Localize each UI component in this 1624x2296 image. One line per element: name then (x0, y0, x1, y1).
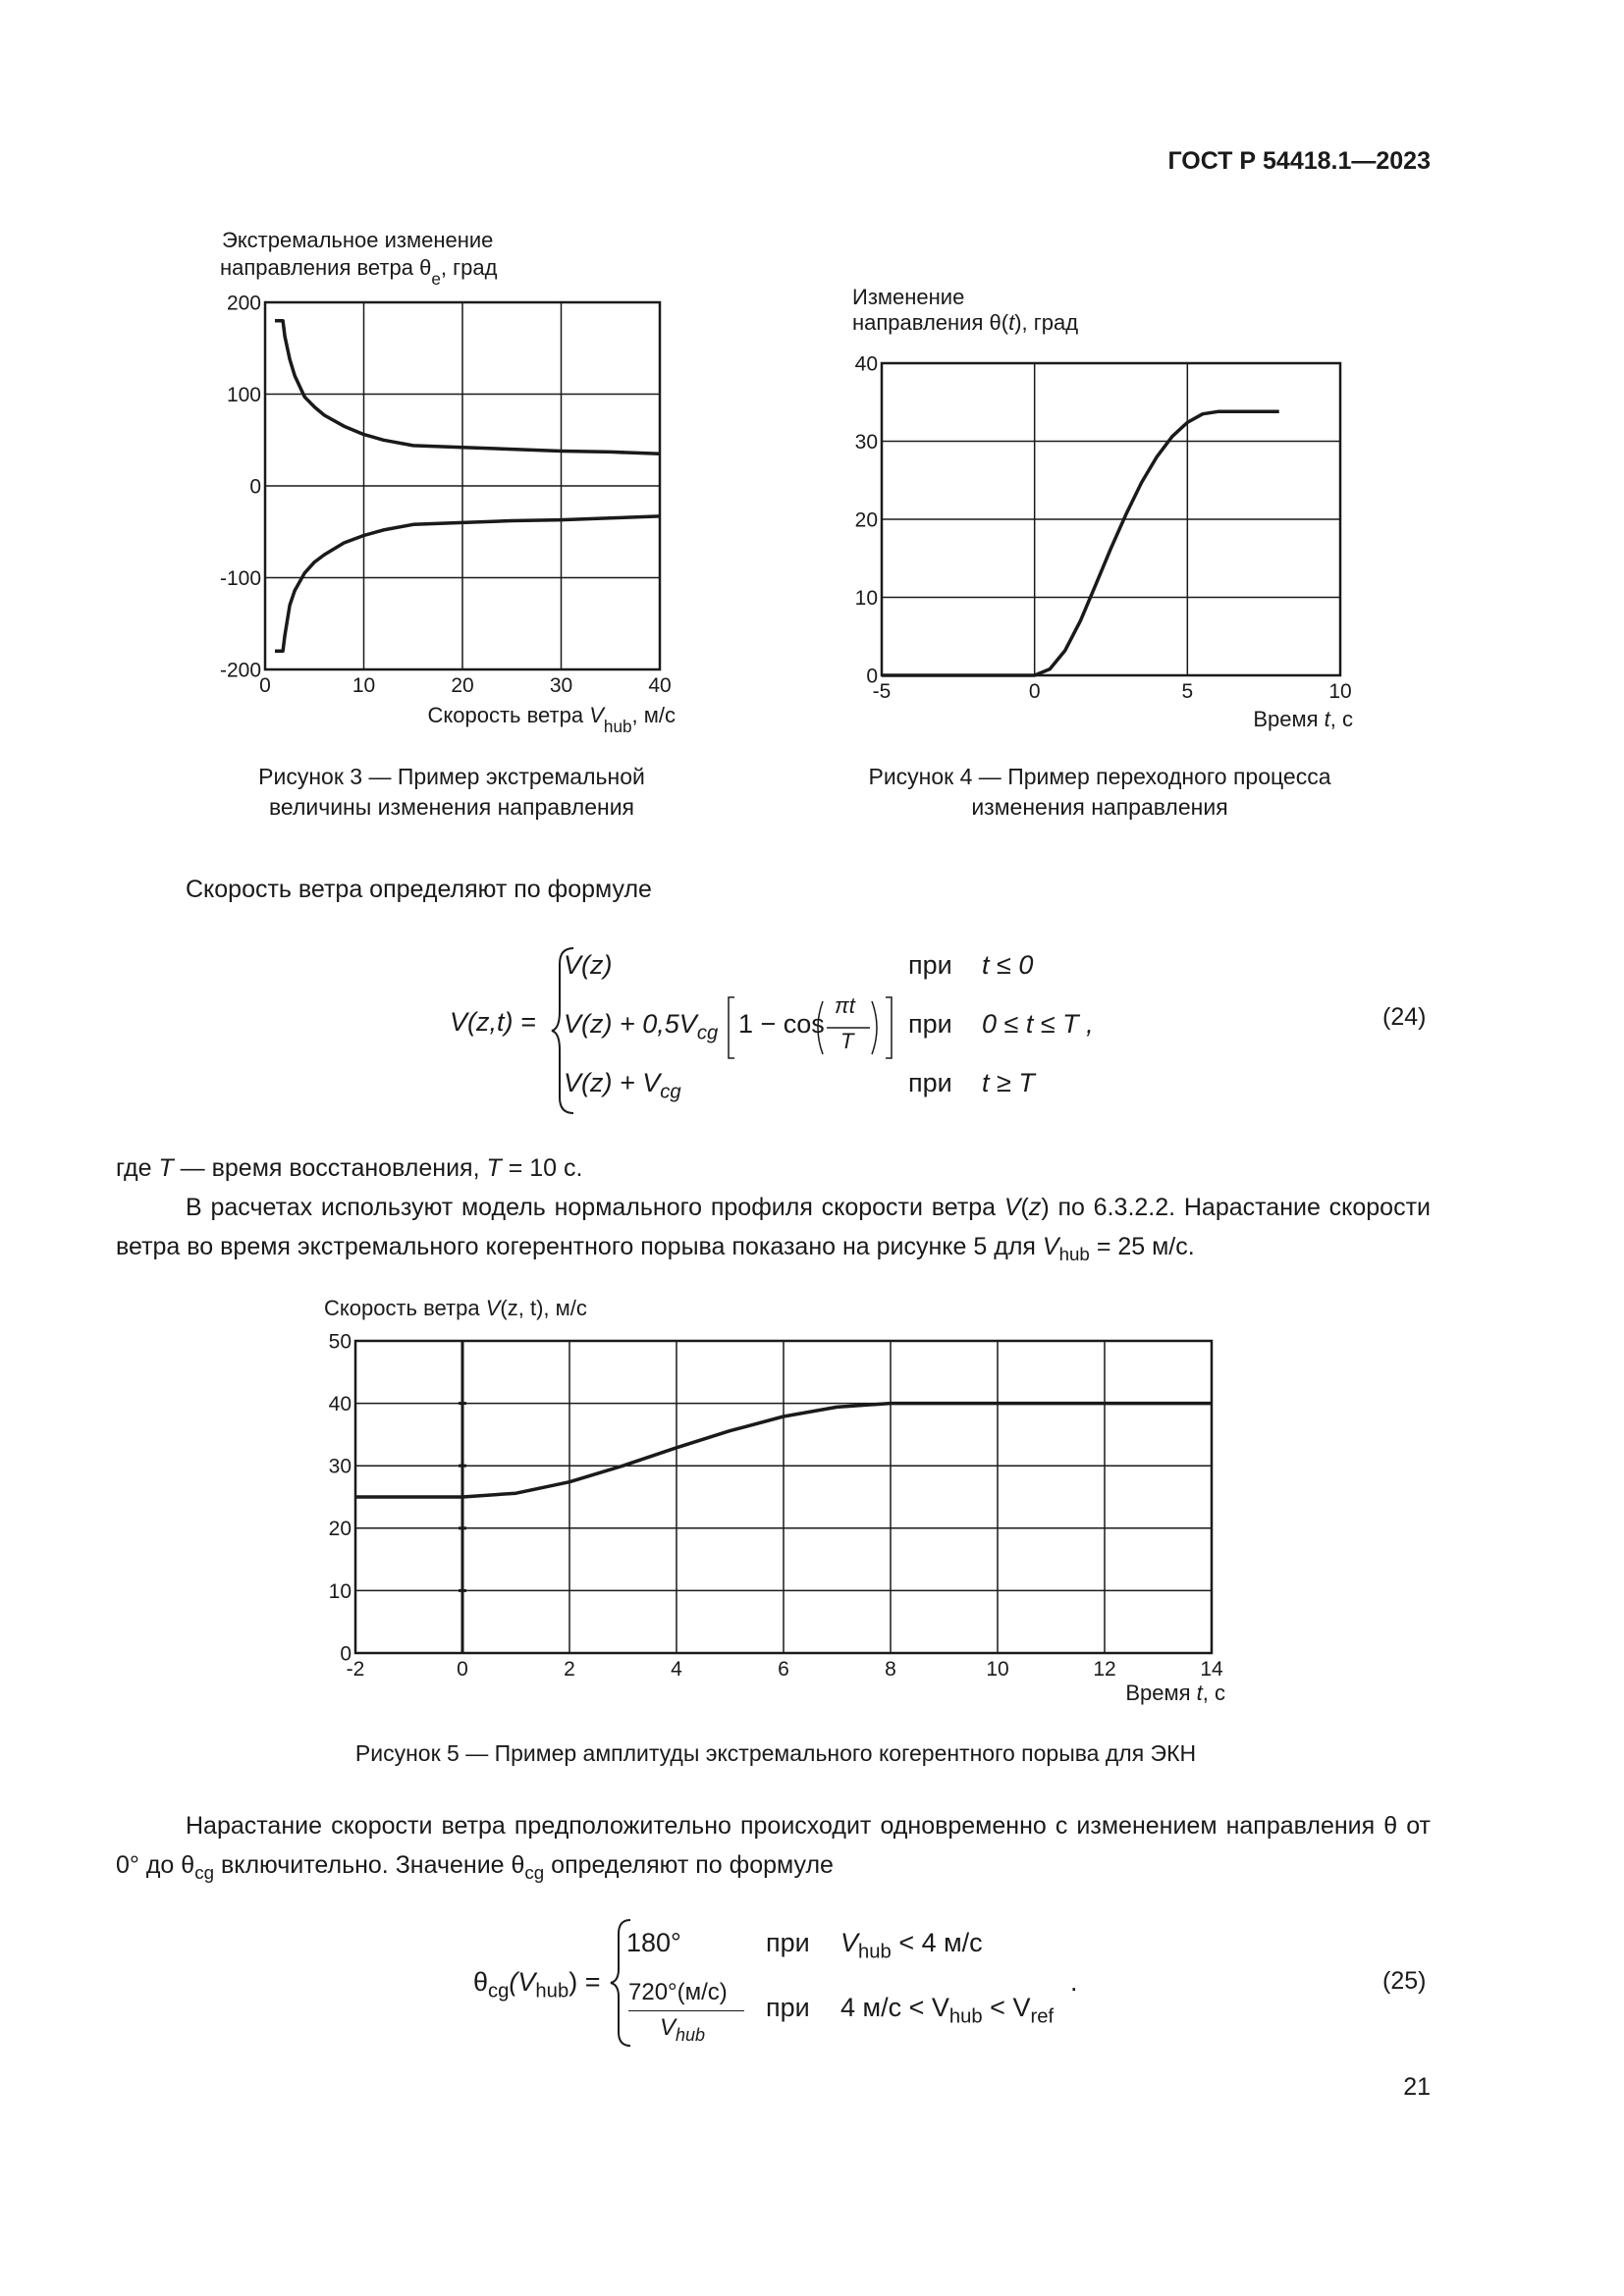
subscript: ref (1030, 2005, 1055, 2028)
formula-24-frac-num: πt (835, 993, 855, 1018)
term: θ (473, 1967, 489, 1997)
formula-24-cos: 1 − cos (738, 1009, 825, 1039)
label-part: V (485, 1296, 501, 1320)
x-axis-label (427, 703, 676, 736)
label-part: Скорость ветра (427, 703, 590, 727)
x-tick-label (352, 674, 375, 697)
text-span: T (486, 1154, 502, 1182)
y-axis-label (852, 285, 964, 309)
data-series-line (275, 321, 660, 454)
y-tick-label (220, 659, 261, 681)
x-axis-label (1253, 707, 1353, 731)
label-part: V (589, 703, 604, 727)
text-span: V (1003, 1194, 1021, 1221)
term: 4 м/с < V (840, 1993, 949, 2022)
y-tick-label (340, 1642, 352, 1665)
text-span: ) по 6.3.2.2. Нарастание скорости ветра во время экстремального когерентного порыва показано на рисунке 5 для (116, 1194, 1431, 1260)
x-tick-label (1029, 680, 1041, 703)
label-part: , м/с (631, 703, 676, 727)
formula-24-cond3: t ≥ T (982, 1068, 1035, 1097)
x-tick-label (671, 1658, 682, 1681)
figure-5-caption: Рисунок 5 — Пример амплитуды экстремального когерентного порыва для ЭКН (354, 1740, 1197, 1766)
label-part: 0 (1028, 680, 1041, 703)
y-axis-label (222, 228, 493, 252)
formula-24-frac-den: T (840, 1029, 854, 1053)
formula-25-period: . (1070, 1967, 1078, 1997)
label-part: t (1196, 1681, 1203, 1705)
x-tick-label (451, 674, 473, 697)
text-span: В расчетах используют модель нормального профиля скорости ветра (186, 1194, 1004, 1221)
text-span: = 10 с. (501, 1154, 583, 1182)
label-part: 10 (328, 1579, 352, 1603)
x-tick-label (1200, 1658, 1223, 1681)
formula-24-number: (24) (1382, 1003, 1427, 1031)
term: ) = (568, 1967, 601, 1997)
subscript: cg (524, 1862, 545, 1883)
y-tick-label (855, 431, 878, 454)
y-tick-label (329, 1580, 352, 1603)
caption-line: Рисунок 3 — Пример экстремальной (258, 764, 645, 789)
label-part: Время (1253, 707, 1325, 731)
label-part: 0 (249, 475, 261, 499)
y-tick-label (866, 665, 878, 687)
y-tick-label (227, 384, 261, 406)
label-part: Скорость ветра (324, 1296, 486, 1320)
label-part: 12 (1093, 1658, 1116, 1681)
figure-3-caption (196, 762, 707, 823)
y-axis-label (324, 1296, 587, 1320)
label-part: 40 (328, 1392, 352, 1415)
label-part: 10 (1328, 680, 1352, 703)
formula-24-lhs: V(z,t) = (450, 1007, 536, 1037)
y-tick-label (329, 1456, 352, 1478)
formula-25-pri-1: при (766, 1928, 810, 1957)
label-part: направления ветра θ (220, 255, 432, 280)
term: V (840, 1928, 859, 1957)
label-part: (z, t), м/с (500, 1296, 587, 1320)
label-part: ), град (1014, 310, 1079, 335)
x-tick-label (986, 1658, 1008, 1681)
y-tick-label (249, 475, 261, 498)
label-part: , град (440, 255, 498, 280)
formula-25-cond2 (840, 1993, 1054, 2028)
label-part: t (1324, 707, 1330, 731)
x-tick-label (1093, 1658, 1115, 1681)
formula-25-pri-2: при (766, 1993, 810, 2022)
y-tick-label (220, 567, 261, 590)
x-tick-label (457, 1658, 468, 1681)
label-part: направления θ( (852, 310, 1009, 335)
label-part: , с (1329, 707, 1353, 731)
label-part: 0 (340, 1642, 352, 1666)
subscript: hub (535, 1980, 569, 2002)
label-part: 2 (564, 1658, 575, 1681)
label-part: 20 (328, 1518, 352, 1541)
label-part: Изменение (852, 285, 965, 309)
formula-24-cond2: 0 ≤ t ≤ T , (982, 1009, 1094, 1039)
label-part: 4 (671, 1658, 682, 1681)
label-part: 6 (778, 1658, 789, 1681)
term: V(z) + V (564, 1068, 661, 1097)
subscript: hub (676, 2024, 706, 2045)
y-tick-label (227, 292, 261, 314)
label-part: 100 (226, 383, 261, 406)
y-tick-label (855, 352, 878, 375)
paragraph-4 (116, 1806, 1431, 1893)
label-part: Экстремальное изменение (222, 228, 494, 252)
text-span: z (1028, 1194, 1042, 1221)
subscript: hub (948, 2005, 983, 2028)
formula-25-case1: 180° (626, 1928, 681, 1957)
term: V(z) + 0,5V (564, 1009, 697, 1039)
label-part: -2 (346, 1658, 365, 1681)
y-tick-label (855, 587, 878, 610)
x-tick-label (648, 674, 671, 697)
figure-5-chart (295, 1294, 1257, 1716)
formula-24 (0, 942, 1624, 1119)
label-part: -100 (219, 566, 261, 590)
formula-25-lhs (473, 1967, 600, 2002)
y-tick-label (329, 1518, 352, 1540)
fraction-bar (628, 2010, 744, 2011)
label-part: 40 (648, 674, 672, 697)
caption-line: Рисунок 4 — Пример переходного процесса (868, 764, 1331, 789)
formula-24-case1: V(z) (564, 950, 613, 980)
label-part: 0 (259, 674, 271, 697)
subscript: cg (660, 1081, 681, 1103)
text-span: включительно. Значение θ (214, 1851, 525, 1879)
subscript: cg (696, 1022, 719, 1044)
x-axis-label (1125, 1681, 1225, 1705)
label-part: -200 (219, 659, 261, 682)
label-part: 8 (885, 1658, 896, 1681)
subscript: hub (858, 1941, 892, 1963)
text-span: V (1042, 1233, 1059, 1260)
document-id: ГОСТ Р 54418.1—2023 (1167, 147, 1431, 175)
formula-24-pri-1: при (908, 950, 952, 980)
label-part: e (431, 269, 441, 289)
label-part: 40 (854, 352, 878, 376)
label-part: 10 (986, 1658, 1009, 1681)
paragraph-1: Скорость ветра определяют по формуле (186, 876, 652, 903)
label-part: 10 (854, 586, 878, 610)
label-part: 200 (226, 292, 261, 315)
caption-line: изменения направления (971, 794, 1228, 820)
y-tick-label (329, 1393, 352, 1415)
label-part: 0 (457, 1658, 468, 1681)
y-tick-label (329, 1330, 352, 1353)
x-tick-label (1181, 680, 1193, 703)
formula-25-number: (25) (1382, 1967, 1427, 1995)
label-part: , с (1202, 1681, 1225, 1705)
label-part: 20 (854, 508, 878, 532)
page-number: 21 (1403, 2073, 1431, 2101)
y-tick-label (855, 508, 878, 531)
label-part: 10 (352, 674, 376, 697)
formula-25-case2-num: 720°(м/с) (628, 1979, 728, 2005)
text-span: — время восстановления, (173, 1154, 487, 1182)
x-tick-label (778, 1658, 789, 1681)
formula-24-case3 (564, 1068, 681, 1103)
label-part: 14 (1200, 1658, 1223, 1681)
label-part: 30 (328, 1455, 352, 1478)
label-part: 0 (866, 665, 878, 688)
text-span: T (158, 1154, 174, 1182)
paragraph-where (116, 1148, 1431, 1188)
label-part: 20 (451, 674, 474, 697)
term: V (660, 2014, 677, 2041)
figure-4-caption (825, 762, 1375, 823)
term: < V (982, 1993, 1031, 2022)
subscript: cg (488, 1980, 510, 2002)
term: (V (509, 1967, 536, 1997)
formula-24-cond1: t ≤ 0 (982, 950, 1034, 980)
figure-3-chart (196, 226, 707, 736)
caption-line: величины изменения направления (268, 794, 635, 820)
label-part: 30 (854, 430, 878, 454)
paragraph-3 (116, 1188, 1431, 1274)
formula-24-case2 (564, 1009, 718, 1044)
subscript: cg (194, 1862, 215, 1883)
x-tick-label (885, 1658, 896, 1681)
text-span: ( (1020, 1194, 1029, 1221)
label-part: hub (603, 717, 632, 736)
text-span: определяют по формуле (544, 1851, 834, 1879)
subscript: hub (1058, 1244, 1090, 1264)
formula-25 (0, 1914, 1624, 2061)
data-series-line (275, 516, 660, 651)
label-part: 5 (1181, 680, 1194, 703)
text-span: где (116, 1154, 159, 1182)
formula-25-cond1 (840, 1928, 983, 1963)
formula-24-pri-3: при (908, 1068, 952, 1097)
term: < 4 м/с (891, 1928, 983, 1957)
text-span: = 25 м/с. (1089, 1233, 1195, 1260)
text-span: Нарастание скорости ветра предположительно происходит одновременно с изменением направления θ от 0° до θ (116, 1812, 1431, 1879)
figure-4-chart (844, 285, 1375, 736)
label-part: t (1008, 310, 1015, 335)
label-part: 30 (549, 674, 573, 697)
label-part: -5 (872, 680, 892, 703)
data-series-line (882, 411, 1279, 675)
x-tick-label (550, 674, 572, 697)
formula-25-case2-den (660, 2014, 705, 2046)
x-tick-label (1328, 680, 1351, 703)
y-axis-label (852, 310, 1078, 335)
formula-24-pri-2: при (908, 1009, 952, 1039)
label-part: 50 (328, 1330, 352, 1354)
x-tick-label (564, 1658, 575, 1681)
label-part: Время (1125, 1681, 1197, 1705)
y-axis-label (220, 255, 498, 289)
